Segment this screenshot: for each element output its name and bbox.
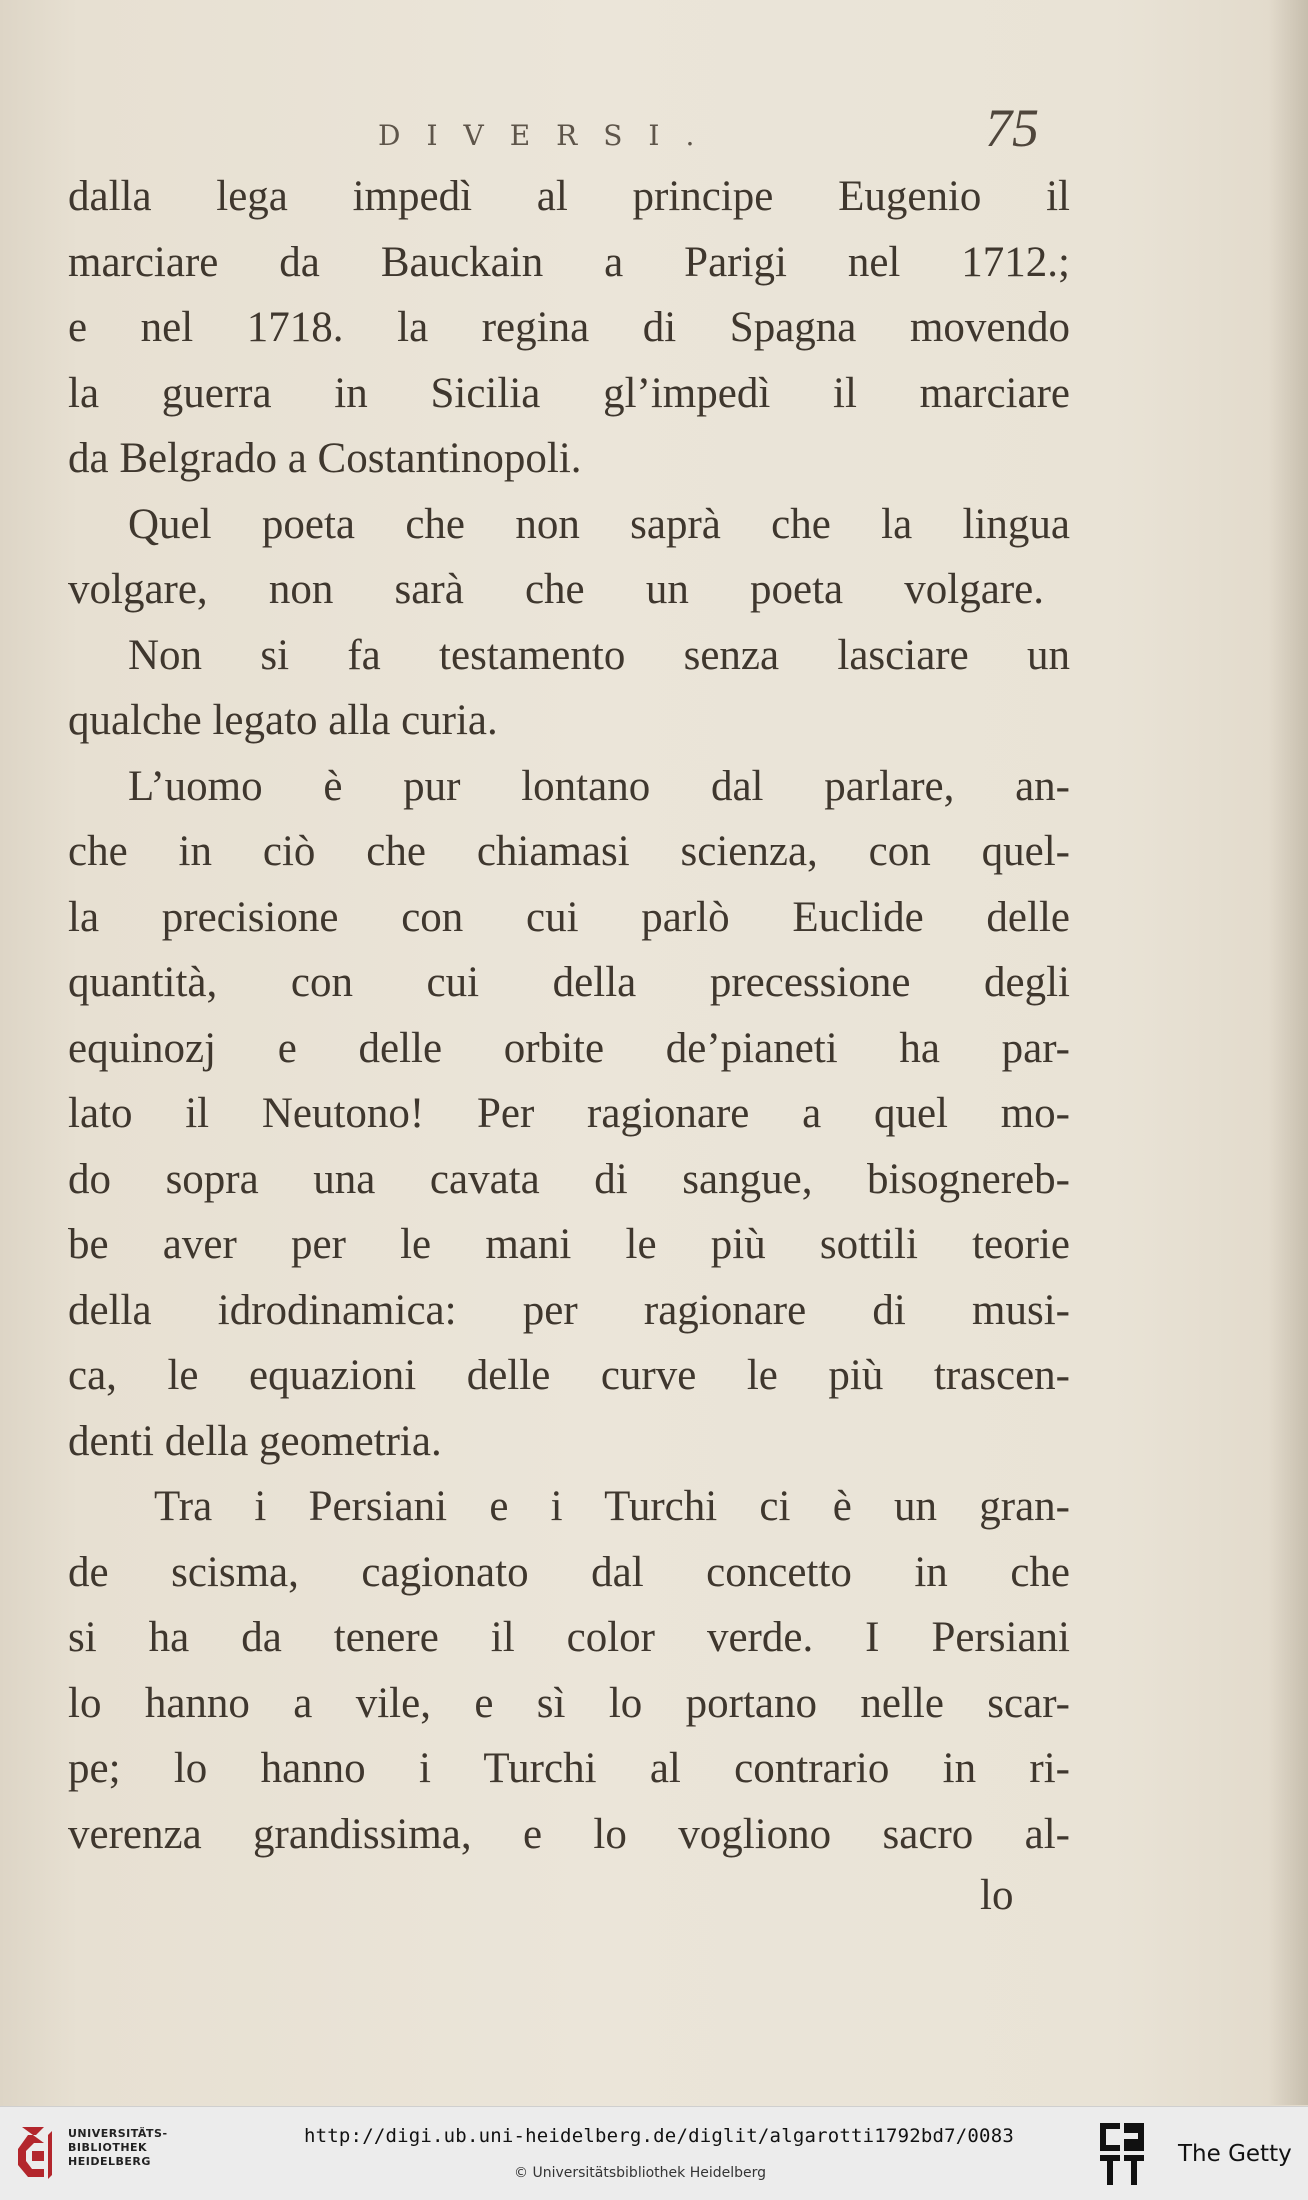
getty-logo-icon[interactable] [1098,2121,1146,2187]
text-line: si ha da tenere il color verde. I Persiani [68,1614,1070,1661]
page-header [0,96,1308,166]
getty-name: The Getty [1178,2141,1292,2167]
text-line: do sopra una cavata di sangue, bisognereb- [68,1155,1070,1203]
text-line: L’uomo è pur lontano dal parlare, an- [128,762,1070,810]
text-line: quantità, con cui della precessione degli [68,959,1070,1006]
text-line: che in ciò che chiamasi scienza, con quel- [68,828,1070,875]
text-line: qualche legato alla curia. [68,697,498,744]
text-line: Tra i Persiani e i Turchi ci è un gran- [154,1483,1070,1530]
university-name-line: UNIVERSITÄTS- [68,2127,168,2140]
university-name [68,2127,168,2169]
catchword: lo [980,1872,1014,1919]
footer-bar [0,2106,1308,2200]
body-text [68,164,1070,1867]
running-head: DIVERSI. [378,119,721,152]
text-line: Non si fa testamento senza lasciare un [128,631,1070,679]
text-line: de scisma, cagionato dal concetto in che [68,1548,1070,1596]
text-line: la precisione con cui parlò Euclide delle [68,893,1070,941]
university-logo-icon[interactable] [14,2121,54,2183]
copyright-notice: © Universitätsbibliothek Heidelberg [514,2165,767,2181]
text-line: equinozj e delle orbite de’pianeti ha par- [68,1024,1070,1072]
text-line: da Belgrado a Costantinopoli. [68,435,582,482]
text-line: e nel 1718. la regina di Spagna movendo [68,304,1070,351]
text-line: della idrodinamica: per ragionare di musi- [68,1286,1070,1334]
university-name-line: HEIDELBERG [68,2155,151,2168]
text-line: lato il Neutono! Per ragionare a quel mo- [68,1090,1070,1137]
text-line: ca, le equazioni delle curve le più trascen- [68,1352,1070,1399]
text-line: denti della geometria. [68,1417,442,1465]
text-line: dalla lega impedì al principe Eugenio il [68,173,1070,220]
text-line: volgare, non sarà che un poeta volgare. [68,566,1044,613]
text-line: be aver per le mani le più sottili teorie [68,1221,1070,1268]
text-line: marciare da Bauckain a Parigi nel 1712.; [68,238,1070,286]
text-line: lo hanno a vile, e sì lo portano nelle scar- [68,1679,1070,1727]
text-line: la guerra in Sicilia gl’impedì il marciare [68,369,1070,417]
text-line: Quel poeta che non saprà che la lingua [128,500,1070,548]
text-line: pe; lo hanno i Turchi al contrario in ri- [68,1745,1070,1792]
text-line: verenza grandissima, e lo vogliono sacro al- [68,1810,1070,1858]
university-name-line: BIBLIOTHEK [68,2141,148,2154]
permalink-url[interactable]: http://digi.ub.uni-heidelberg.de/diglit/algarotti1792bd7/0083 [304,2125,1014,2147]
page-number: 75 [985,98,1039,158]
